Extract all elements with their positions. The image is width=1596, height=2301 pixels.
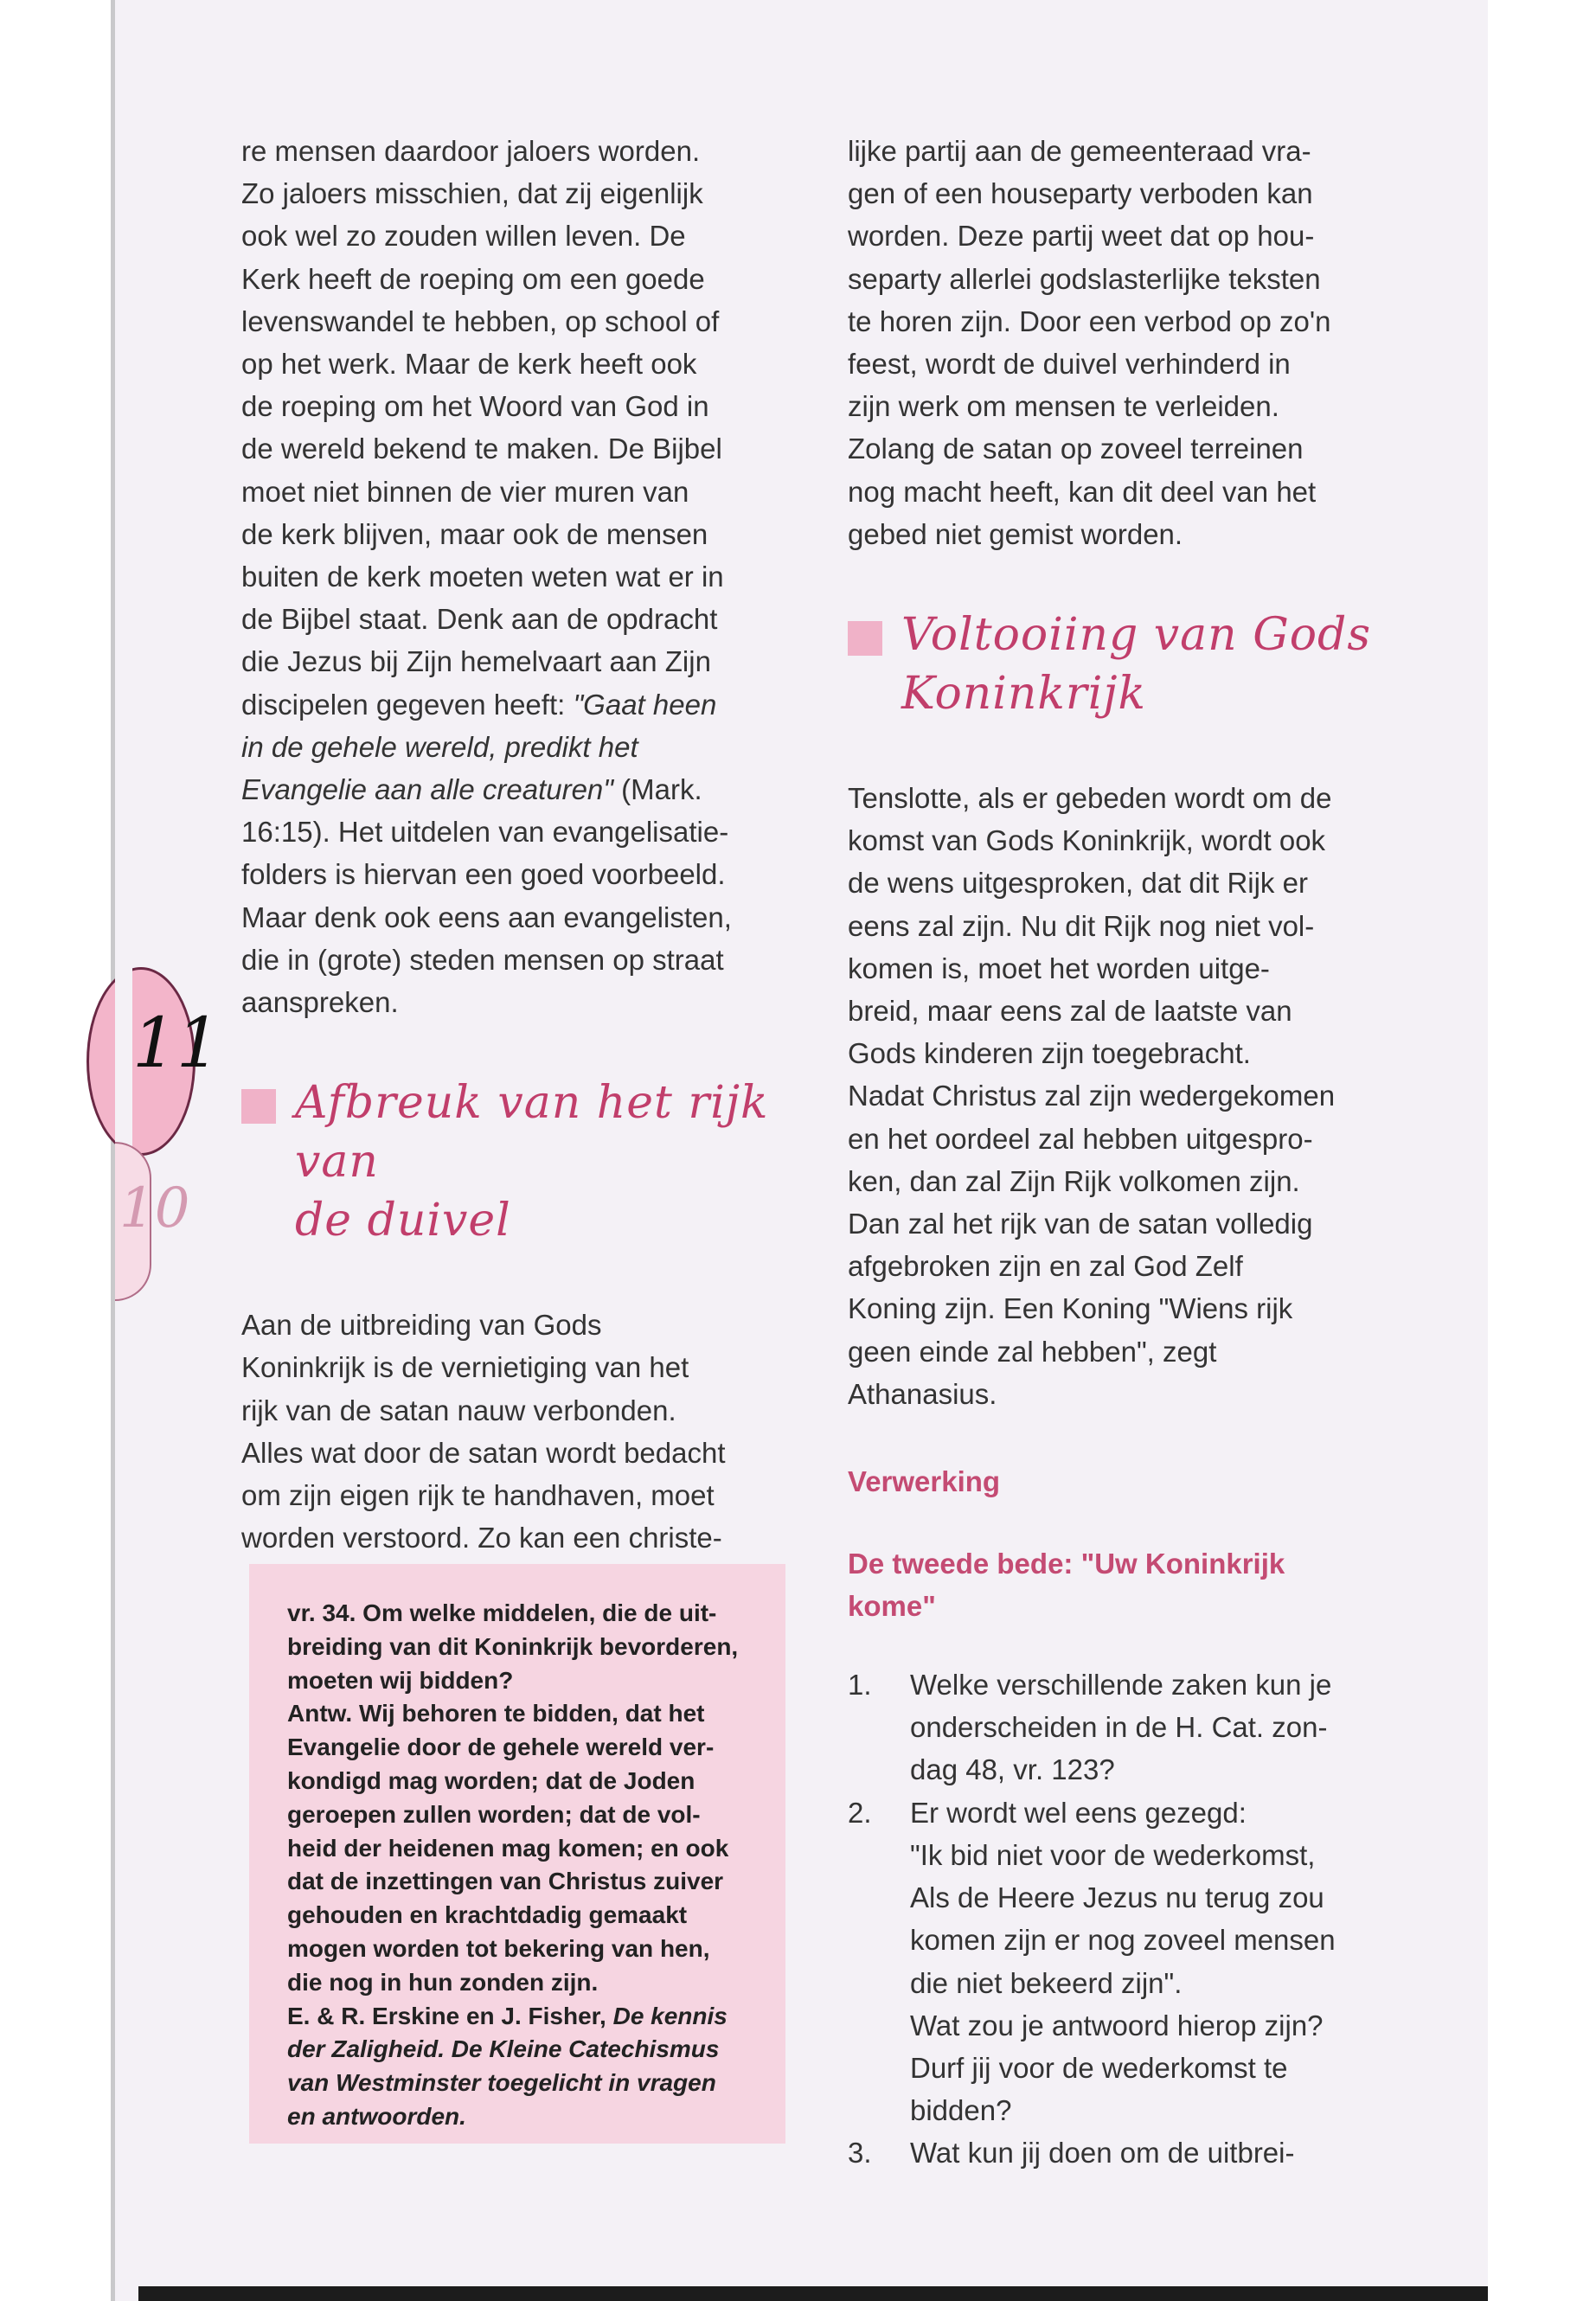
left-paragraph-1: re mensen daardoor jaloers worden. Zo jaloers misschien, dat zij eigenlijk ook wel zo zouden willen leven. De Kerk heeft de roeping om een goede levenswandel te hebben, op school of op het werk. Maar de kerk heeft ook de roeping om het Woord van God in de wereld bekend te maken. De Bijbel moet niet binnen de vier muren van de kerk blijven, maar ook de mensen buiten de kerk moeten weten wat er in de Bijbel staat. Denk aan de opdracht die Jezus bij Zijn hemelvaart aan Zijn discipelen gegeven heeft: "Gaat heen in de gehele wereld, predikt het Evangelie aan alle creaturen" (Mark. 16:15). Het uitdelen van evangelisatie- folders is hiervan een goed voorbeeld. Maar denk ook eens aan evangelisten, die in (grote) steden mensen op straat aanspreken. (241, 135, 732, 1019)
right-paragraph-2: Tenslotte, als er gebeden wordt om de komst van Gods Koninkrijk, wordt ook de wens uitgesproken, dat dit Rijk er eens zal zijn. Nu dit Rijk nog niet vol- komen is, moet het worden uitge- breid, maar eens zal de laatste van Gods kinderen zijn toegebracht. Nadat Christus zal zijn wedergekomen en het oordeel zal hebben uitgespro- ken, dan zal Zijn Rijk volkomen zijn. Dan zal het rijk van de satan volledig afgebroken zijn en zal God Zelf Koning zijn. Een Koning "Wiens rijk geen einde zal hebben", zegt Athanasius. (848, 782, 1336, 1410)
section-heading-voltooiing: Voltooiing van Gods Koninkrijk (848, 606, 1401, 723)
section-heading-afbreuk: Afbreuk van het rijk van de duivel (241, 1074, 795, 1250)
question-item: 1. Welke verschillende zaken kun je onderscheiden in de H. Cat. zon- dag 48, vr. 123? (848, 1669, 1332, 1786)
chapter-tab-number: 11 (132, 1003, 221, 1083)
right-column (848, 130, 1401, 2175)
heading-marker-square (241, 1089, 276, 1124)
question-list (848, 1663, 1401, 2174)
right-paragraph-1: lijke partij aan de gemeenteraad vra- gen of een houseparty verboden kan worden. Deze partij weet dat op hou- separty allerlei godslasterlijke teksten te horen zijn. Door een verbod op zo'n feest, wordt de duivel verhinderd in zijn werk om mensen te verleiden. Zolang de satan op zoveel terreinen nog macht heeft, kan dit deel van het gebed niet gemist worden. (848, 135, 1331, 550)
box-source: E. & R. Erskine en J. Fisher, De kennis (287, 2002, 727, 2029)
question-item: 3. Wat kun jij doen om de uitbrei- (848, 2137, 1295, 2170)
question-item: 2. Er wordt wel eens gezegd: "Ik bid niet voor de wederkomst, Als de Heere Jezus nu terug zou komen zijn er nog zoveel mensen die niet bekeerd zijn". Wat zou je antwoord hierop zijn? Durf jij voor de wederkomst te bidden? (848, 1796, 1336, 2127)
page-margin-right (1488, 0, 1596, 2301)
chapter-tab-faded-number: 10 (119, 1176, 190, 1240)
left-paragraph-2: Aan de uitbreiding van Gods Koninkrijk is de vernietiging van het rijk van de satan nauw verbonden. Alles wat door de satan wordt bedacht om zijn eigen rijk te handhaven, moet worden verstoord. Zo kan een christe- (241, 1309, 726, 1554)
catechism-quote-box: vr. 34. Om welke middelen, die de uit- breiding van dit Koninkrijk bevorderen, moeten wij bidden? Antw. Wij behoren te bidden, dat het Evangelie door de gehele wereld ver- kondigd mag worden; dat de Joden geroepen zullen worden; dat de vol- heid der heidenen mag komen; en ook dat de inzettingen van Christus zuiver gehouden en krachtdadig gemaakt mogen worden tot bekering van hen, die nog in hun zonden zijn. E. & R. Erskine en J. Fisher, De kennis der Zaligheid. De Kleine Catechismus van Westminster toegelicht in vragen en antwoorden. (249, 1564, 785, 2144)
left-column (241, 130, 795, 1559)
heading-marker-square (848, 621, 882, 656)
bede-heading: De tweede bede: "Uw Koninkrijk kome" (848, 1548, 1285, 1623)
scripture-quote: "Gaat heen (573, 688, 717, 721)
bottom-edge-bar (138, 2286, 1488, 2301)
chapter-tab (87, 967, 221, 1156)
verwerking-heading: Verwerking (848, 1465, 1001, 1498)
